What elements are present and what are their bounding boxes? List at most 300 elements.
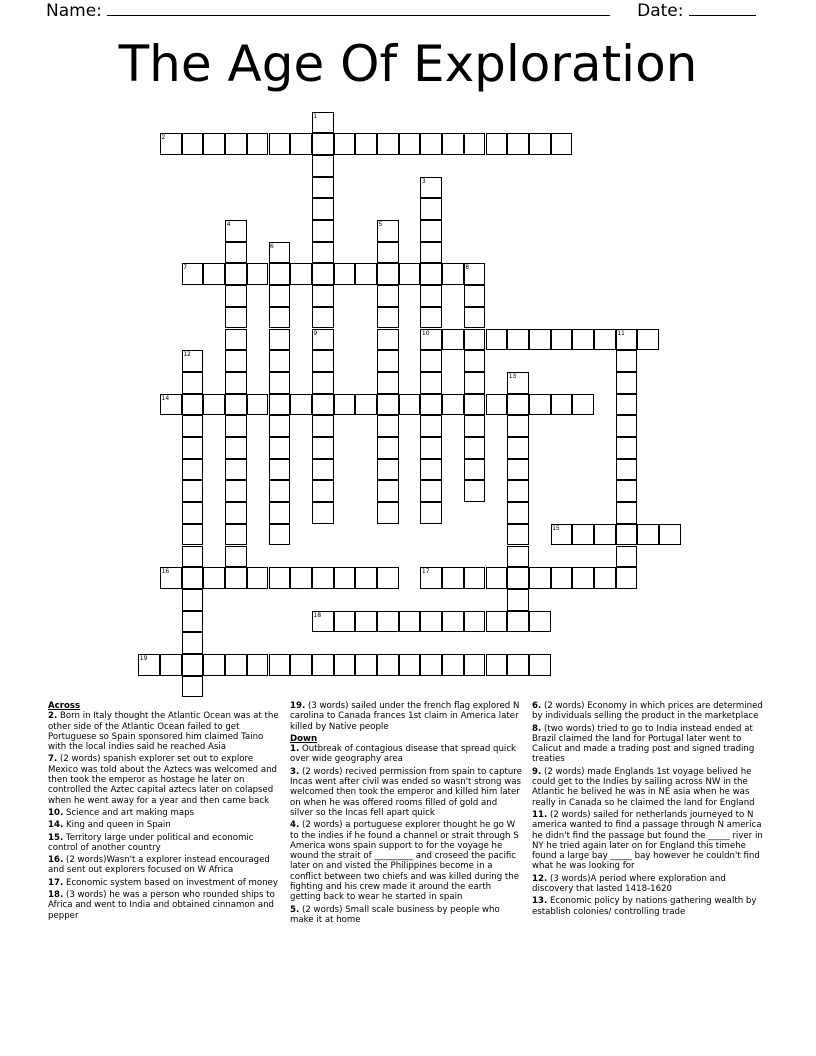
grid-cell[interactable] (312, 415, 334, 437)
grid-cell[interactable] (420, 177, 442, 199)
grid-cell[interactable] (312, 567, 334, 589)
grid-cell[interactable] (442, 567, 464, 589)
clue-text: (2 words) spanish explorer set out to explore Mexico was told about the Aztecs was welcomed and then took the emperor as hostage he later on controlled the Aztec capital aztecs later on colapsed when he went away for a year and then came back (48, 754, 277, 806)
clue-number: 9 (313, 329, 318, 337)
grid-cell[interactable] (225, 220, 247, 242)
grid-cell[interactable] (377, 394, 399, 416)
grid-cell[interactable] (377, 437, 399, 459)
grid-cell[interactable] (616, 350, 638, 372)
name-field[interactable] (107, 0, 610, 16)
grid-cell[interactable] (269, 242, 291, 264)
grid-cell[interactable] (594, 567, 616, 589)
grid-cell[interactable] (334, 654, 356, 676)
grid-cell[interactable] (160, 133, 182, 155)
grid-cell[interactable] (247, 133, 269, 155)
grid-cell[interactable] (290, 654, 312, 676)
grid-cell[interactable] (377, 285, 399, 307)
grid-cell[interactable] (160, 654, 182, 676)
grid-cell[interactable] (377, 263, 399, 285)
grid-cell[interactable] (529, 133, 551, 155)
grid-cell[interactable] (616, 415, 638, 437)
clue-item (48, 808, 283, 818)
grid-cell[interactable] (420, 329, 442, 351)
grid-cell[interactable] (312, 112, 334, 134)
grid-cell[interactable] (420, 459, 442, 481)
grid-cell[interactable] (182, 676, 204, 698)
grid-cell[interactable] (551, 329, 573, 351)
grid-cell[interactable] (312, 133, 334, 155)
clue-number: 13 (508, 372, 517, 380)
grid-cell[interactable] (377, 329, 399, 351)
grid-cell[interactable] (507, 502, 529, 524)
clue-text: Economic policy by nations gathering wealth by establish colonies/ controlling trade (532, 896, 757, 917)
grid-cell[interactable] (334, 263, 356, 285)
grid-cell[interactable] (551, 524, 573, 546)
grid-cell[interactable] (659, 524, 681, 546)
grid-cell[interactable] (464, 263, 486, 285)
clue-number-label: 19. (290, 701, 306, 711)
clue-item (290, 767, 522, 818)
grid-cell[interactable] (225, 133, 247, 155)
grid-cell[interactable] (551, 567, 573, 589)
grid-cell[interactable] (312, 263, 334, 285)
grid-cell[interactable] (507, 394, 529, 416)
grid-cell[interactable] (420, 394, 442, 416)
grid-cell[interactable] (203, 394, 225, 416)
grid-cell[interactable] (464, 285, 486, 307)
grid-cell[interactable] (355, 263, 377, 285)
grid-cell[interactable] (507, 459, 529, 481)
clue-text: (3 words) he was a person who rounded ships to Africa and went to India and obtained cinnamon and pepper (48, 890, 275, 921)
across-heading: Across (48, 701, 81, 711)
grid-cell[interactable] (507, 567, 529, 589)
page-title: The Age Of Exploration (118, 35, 698, 93)
grid-cell[interactable] (442, 329, 464, 351)
grid-cell[interactable] (269, 567, 291, 589)
clue-number: 4 (226, 221, 231, 228)
grid-cell[interactable] (464, 480, 486, 502)
grid-cell[interactable] (420, 415, 442, 437)
grid-cell[interactable] (420, 437, 442, 459)
grid-cell[interactable] (312, 242, 334, 264)
grid-cell[interactable] (312, 285, 334, 307)
clue-text: (2 words) a portuguese explorer thought he go W to the indies if he found a channel or strait through S America wons spain support to for the voyage he wound the strait of _________ and croseed the pacific later on and visted the Philippines become in a conflict between two chiefs and was killed during the fighting and his crew made it around the earth getting back to wear he started in spain (290, 820, 519, 903)
grid-cell[interactable] (290, 263, 312, 285)
grid-cell[interactable] (377, 654, 399, 676)
clue-text: Economic system based on investment of money (65, 877, 278, 888)
middle-column (290, 701, 522, 927)
grid-cell[interactable] (616, 459, 638, 481)
grid-cell[interactable] (182, 437, 204, 459)
clue-number: 8 (465, 264, 470, 272)
clue-item (290, 701, 522, 732)
grid-cell[interactable] (616, 480, 638, 502)
clue-item (532, 724, 766, 765)
grid-cell[interactable] (203, 263, 225, 285)
grid-cell[interactable] (507, 480, 529, 502)
grid-cell[interactable] (616, 502, 638, 524)
grid-cell[interactable] (182, 611, 204, 633)
grid-cell[interactable] (203, 567, 225, 589)
grid-cell[interactable] (225, 372, 247, 394)
grid-cell[interactable] (225, 307, 247, 329)
grid-cell[interactable] (486, 567, 508, 589)
grid-cell[interactable] (420, 350, 442, 372)
grid-cell[interactable] (507, 611, 529, 633)
grid-cell[interactable] (486, 133, 508, 155)
clue-number-label: 15. (48, 832, 64, 843)
clue-item (48, 754, 283, 805)
grid-cell[interactable] (203, 133, 225, 155)
clue-text: (3 words)A period where exploration and discovery that lasted 1418-1620 (532, 873, 726, 895)
grid-cell[interactable] (312, 459, 334, 481)
grid-cell[interactable] (399, 394, 421, 416)
clue-number: 14 (161, 394, 170, 402)
grid-cell[interactable] (225, 480, 247, 502)
grid-cell[interactable] (312, 155, 334, 177)
grid-cell[interactable] (420, 198, 442, 220)
grid-cell[interactable] (507, 415, 529, 437)
grid-cell[interactable] (377, 372, 399, 394)
grid-cell[interactable] (486, 394, 508, 416)
clue-number-label: 1. (290, 744, 300, 755)
grid-cell[interactable] (464, 459, 486, 481)
grid-cell[interactable] (507, 372, 529, 394)
grid-cell[interactable] (312, 177, 334, 199)
grid-cell[interactable] (507, 329, 529, 351)
clue-item (48, 820, 283, 830)
clue-item (532, 896, 766, 917)
grid-cell[interactable] (420, 654, 442, 676)
grid-cell[interactable] (334, 611, 356, 633)
grid-cell[interactable] (312, 437, 334, 459)
clue-number: 10 (421, 329, 430, 337)
grid-cell[interactable] (225, 502, 247, 524)
grid-cell[interactable] (182, 415, 204, 437)
clue-text: Territory large under political and economic control of another country (48, 832, 254, 853)
grid-cell[interactable] (377, 567, 399, 589)
grid-cell[interactable] (160, 394, 182, 416)
grid-cell[interactable] (507, 133, 529, 155)
grid-cell[interactable] (225, 394, 247, 416)
grid-cell[interactable] (269, 263, 291, 285)
grid-cell[interactable] (269, 394, 291, 416)
grid-cell[interactable] (269, 372, 291, 394)
grid-cell[interactable] (377, 242, 399, 264)
grid-cell[interactable] (312, 394, 334, 416)
grid-cell[interactable] (420, 220, 442, 242)
grid-cell[interactable] (312, 372, 334, 394)
grid-cell[interactable] (225, 329, 247, 351)
name-label: Name: (46, 1, 102, 21)
grid-cell[interactable] (442, 133, 464, 155)
grid-cell[interactable] (551, 133, 573, 155)
grid-cell[interactable] (182, 654, 204, 676)
grid-cell[interactable] (312, 307, 334, 329)
grid-cell[interactable] (334, 567, 356, 589)
grid-cell[interactable] (464, 133, 486, 155)
grid-cell[interactable] (290, 567, 312, 589)
clue-number-label: 7. (48, 754, 58, 765)
grid-cell[interactable] (616, 372, 638, 394)
grid-cell[interactable] (420, 567, 442, 589)
grid-cell[interactable] (507, 524, 529, 546)
grid-cell[interactable] (182, 589, 204, 611)
grid-cell[interactable] (312, 198, 334, 220)
grid-cell[interactable] (486, 654, 508, 676)
grid-cell[interactable] (377, 480, 399, 502)
grid-cell[interactable] (334, 394, 356, 416)
grid-cell[interactable] (269, 307, 291, 329)
clue-text: (2 words) made Englands 1st voyage belived he could get to the Indies by sailing across NW in the Atlantic he belived he was in NE asia when he was really in Canada so he claimed the land for England (532, 766, 755, 808)
grid-cell[interactable] (225, 546, 247, 568)
grid-cell[interactable] (377, 133, 399, 155)
clue-text: (2 words) sailed for netherlands journeyed to N america wanted to find a passage through N america he didn't find the passage but found the _____ river in NY he tried again later on for England this timehe found a large bay _____ bay however he couldn't find what he was looking for (532, 809, 763, 872)
grid-cell[interactable] (182, 350, 204, 372)
grid-cell[interactable] (377, 415, 399, 437)
grid-cell[interactable] (616, 437, 638, 459)
clue-number-label: 10. (48, 807, 64, 818)
grid-cell[interactable] (464, 437, 486, 459)
grid-cell[interactable] (420, 611, 442, 633)
clue-item (48, 855, 283, 876)
grid-cell[interactable] (269, 480, 291, 502)
across-clue-list-continued (290, 701, 522, 732)
grid-cell[interactable] (225, 437, 247, 459)
grid-cell[interactable] (269, 350, 291, 372)
grid-cell[interactable] (420, 133, 442, 155)
across-column (48, 701, 283, 923)
clue-number: 18 (313, 611, 322, 619)
grid-cell[interactable] (464, 394, 486, 416)
grid-cell[interactable] (269, 285, 291, 307)
grid-cell[interactable] (616, 546, 638, 568)
grid-cell[interactable] (312, 350, 334, 372)
grid-cell[interactable] (594, 329, 616, 351)
grid-cell[interactable] (507, 654, 529, 676)
grid-cell[interactable] (594, 524, 616, 546)
clue-number-label: 3. (290, 766, 300, 777)
grid-cell[interactable] (572, 524, 594, 546)
grid-cell[interactable] (420, 307, 442, 329)
grid-cell[interactable] (247, 567, 269, 589)
grid-cell[interactable] (637, 524, 659, 546)
clue-text: Born in Italy thought the Atlantic Ocean was at the other side of the Atlantic Ocean failed to get Portuguese so Spain sponsored him claimed Taino with the local indies said he reached Asia (48, 711, 279, 753)
grid-cell[interactable] (529, 611, 551, 633)
grid-cell[interactable] (355, 567, 377, 589)
grid-cell[interactable] (551, 394, 573, 416)
clue-item (532, 810, 766, 872)
grid-cell[interactable] (486, 329, 508, 351)
grid-cell[interactable] (182, 480, 204, 502)
grid-cell[interactable] (637, 329, 659, 351)
grid-cell[interactable] (529, 394, 551, 416)
grid-cell[interactable] (269, 329, 291, 351)
grid-cell[interactable] (225, 459, 247, 481)
grid-cell[interactable] (225, 567, 247, 589)
grid-cell[interactable] (420, 242, 442, 264)
grid-cell[interactable] (182, 394, 204, 416)
clue-text: Science and art making maps (65, 807, 195, 818)
grid-cell[interactable] (138, 654, 160, 676)
grid-cell[interactable] (269, 502, 291, 524)
grid-cell[interactable] (377, 307, 399, 329)
grid-cell[interactable] (247, 263, 269, 285)
grid-cell[interactable] (616, 567, 638, 589)
clue-text: (2 words) Small scale business by people who make it at home (290, 904, 500, 925)
grid-cell[interactable] (182, 372, 204, 394)
grid-cell[interactable] (464, 372, 486, 394)
grid-cell[interactable] (464, 350, 486, 372)
grid-cell[interactable] (442, 394, 464, 416)
grid-cell[interactable] (225, 285, 247, 307)
grid-cell[interactable] (182, 632, 204, 654)
clue-number-label: 9. (532, 766, 542, 777)
clue-text: (3 words) sailed under the french flag explored N carolina to Canada frances 1st claim in America later killed by Native people (290, 701, 520, 732)
grid-cell[interactable] (464, 415, 486, 437)
clue-number: 16 (161, 568, 170, 576)
clue-number: 7 (183, 264, 188, 272)
grid-cell[interactable] (507, 437, 529, 459)
clue-text: (2 words) Economy in which prices are determined by individuals selling the product in the marketplace (532, 701, 763, 722)
clue-text: (2 words)Wasn't a explorer instead encouraged and sent out explorers focused on W Africa (48, 855, 270, 876)
grid-cell[interactable] (182, 546, 204, 568)
grid-cell[interactable] (420, 480, 442, 502)
grid-cell[interactable] (572, 329, 594, 351)
grid-cell[interactable] (377, 220, 399, 242)
clue-number-label: 14. (48, 820, 64, 831)
grid-cell[interactable] (355, 394, 377, 416)
grid-cell[interactable] (225, 263, 247, 285)
grid-cell[interactable] (377, 502, 399, 524)
grid-cell[interactable] (269, 415, 291, 437)
grid-cell[interactable] (312, 480, 334, 502)
clue-number: 19 (139, 655, 148, 662)
clue-item (532, 701, 766, 722)
grid-cell[interactable] (160, 567, 182, 589)
grid-cell[interactable] (507, 589, 529, 611)
grid-cell[interactable] (420, 502, 442, 524)
grid-cell[interactable] (269, 654, 291, 676)
grid-cell[interactable] (572, 394, 594, 416)
grid-cell[interactable] (225, 350, 247, 372)
clue-number: 3 (421, 177, 426, 185)
clue-number: 11 (617, 329, 625, 337)
grid-cell[interactable] (269, 524, 291, 546)
grid-cell[interactable] (616, 329, 638, 351)
grid-cell[interactable] (507, 546, 529, 568)
grid-cell[interactable] (399, 263, 421, 285)
grid-cell[interactable] (355, 654, 377, 676)
grid-cell[interactable] (486, 611, 508, 633)
grid-cell[interactable] (312, 611, 334, 633)
grid-cell[interactable] (182, 459, 204, 481)
clue-text: King and queen in Spain (65, 820, 171, 831)
grid-cell[interactable] (572, 567, 594, 589)
grid-cell[interactable] (269, 437, 291, 459)
grid-cell[interactable] (182, 567, 204, 589)
grid-cell[interactable] (616, 394, 638, 416)
grid-cell[interactable] (377, 611, 399, 633)
grid-cell[interactable] (225, 242, 247, 264)
grid-cell[interactable] (225, 524, 247, 546)
grid-cell[interactable] (399, 611, 421, 633)
clue-number-label: 17. (48, 877, 64, 888)
grid-cell[interactable] (355, 133, 377, 155)
grid-cell[interactable] (269, 459, 291, 481)
down-heading: Down (290, 733, 318, 744)
clue-item (532, 874, 766, 895)
grid-cell[interactable] (182, 524, 204, 546)
clue-number: 15 (552, 524, 560, 532)
grid-cell[interactable] (355, 611, 377, 633)
grid-cell[interactable] (312, 502, 334, 524)
grid-cell[interactable] (312, 329, 334, 351)
clue-number-label: 2. (48, 711, 58, 722)
grid-cell[interactable] (399, 654, 421, 676)
grid-cell[interactable] (442, 263, 464, 285)
grid-cell[interactable] (464, 307, 486, 329)
grid-cell[interactable] (420, 263, 442, 285)
grid-cell[interactable] (377, 459, 399, 481)
clue-number-label: 4. (290, 820, 300, 831)
grid-cell[interactable] (269, 133, 291, 155)
grid-cell[interactable] (464, 567, 486, 589)
clue-number-label: 5. (290, 904, 300, 915)
grid-cell[interactable] (464, 329, 486, 351)
grid-cell[interactable] (247, 394, 269, 416)
clue-number: 2 (161, 134, 166, 142)
grid-cell[interactable] (442, 654, 464, 676)
grid-cell[interactable] (334, 133, 356, 155)
date-label: Date: (637, 1, 684, 21)
down-clue-list (290, 744, 522, 925)
clue-item (290, 905, 522, 926)
grid-cell[interactable] (442, 611, 464, 633)
grid-cell[interactable] (377, 350, 399, 372)
grid-cell[interactable] (616, 524, 638, 546)
grid-cell[interactable] (420, 372, 442, 394)
grid-cell[interactable] (182, 263, 204, 285)
grid-cell[interactable] (464, 611, 486, 633)
clue-item (290, 744, 522, 765)
clue-item (48, 878, 283, 888)
grid-cell[interactable] (464, 654, 486, 676)
clue-number: 5 (378, 221, 383, 228)
grid-cell[interactable] (529, 329, 551, 351)
grid-cell[interactable] (399, 133, 421, 155)
grid-cell[interactable] (312, 220, 334, 242)
grid-cell[interactable] (225, 654, 247, 676)
clue-item (48, 833, 283, 854)
grid-cell[interactable] (182, 133, 204, 155)
clue-text: (2 words) recived permission from spain to capture Incas went after civil was ended so wasn't strong was welcomed then took the emperor and killed him later on when he was offered rooms filled of gold and silver so the Incas fell apart quick (290, 766, 522, 818)
grid-cell[interactable] (312, 654, 334, 676)
grid-cell[interactable] (203, 654, 225, 676)
clue-number-label: 12. (532, 873, 548, 884)
grid-cell[interactable] (225, 415, 247, 437)
grid-cell[interactable] (182, 502, 204, 524)
grid-cell[interactable] (529, 654, 551, 676)
clue-number: 1 (313, 112, 318, 120)
grid-cell[interactable] (290, 133, 312, 155)
clue-item (48, 711, 283, 752)
grid-cell[interactable] (420, 285, 442, 307)
grid-cell[interactable] (529, 567, 551, 589)
grid-cell[interactable] (247, 654, 269, 676)
grid-cell[interactable] (290, 394, 312, 416)
date-field[interactable] (689, 0, 756, 16)
